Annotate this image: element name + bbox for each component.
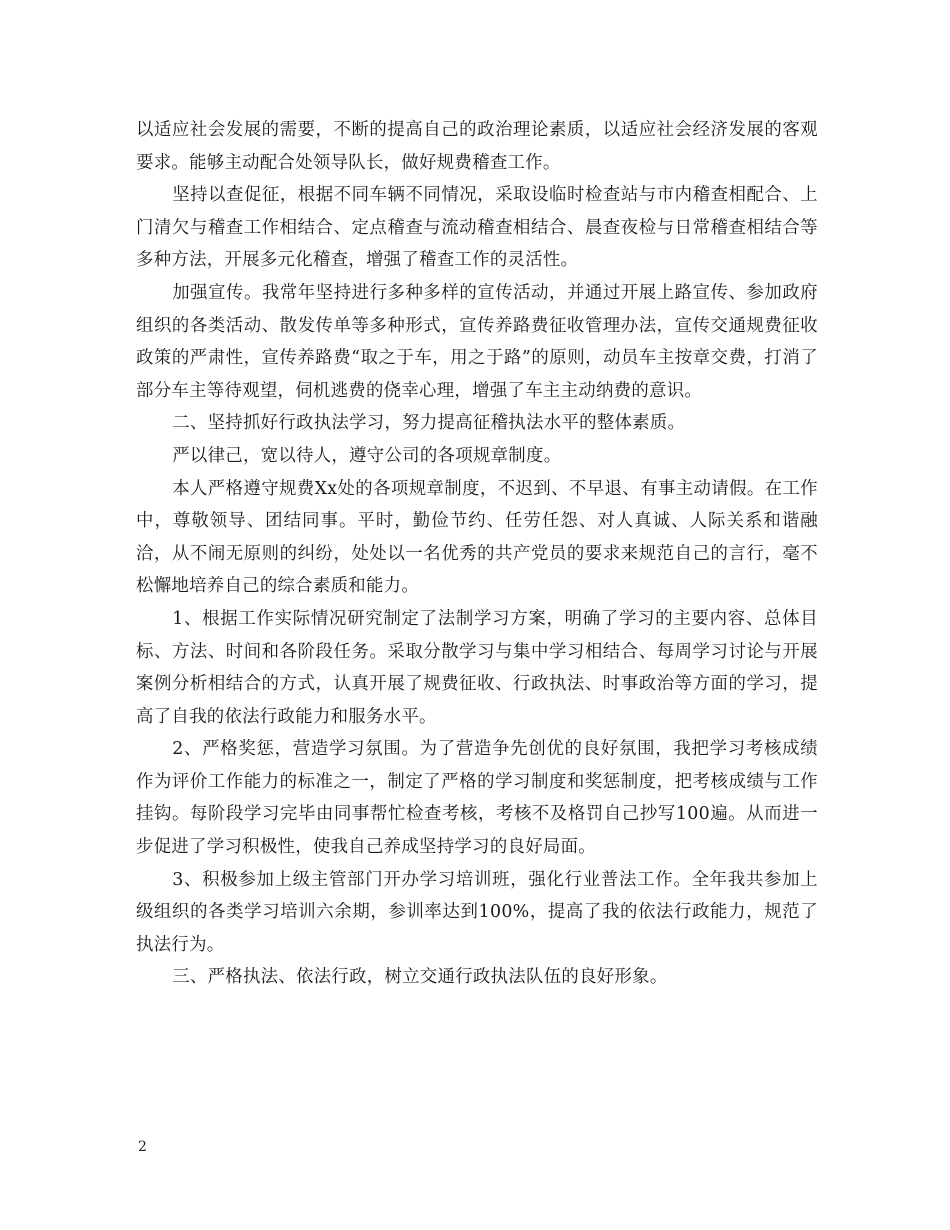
paragraph: 严以律己，宽以待人，遵守公司的各项规章制度。 <box>172 445 562 466</box>
paragraph: 坚持以查促征，根据不同车辆不同情况，采取设临时检查站与市内稽查相配合、上门清欠与稽查工作相结合、定点稽查与流动稽查相结合、晨查夜检与日常稽查相结合等多种方法，开展多元化稽查，增强了稽查工作的灵活性。 <box>136 185 818 271</box>
document-body <box>136 114 818 994</box>
paragraph: 本人严格遵守规费Xx处的各项规章制度，不迟到、不早退、有事主动请假。在工作中，尊敬领导、团结同事。平时，勤俭节约、任劳任怨、对人真诚、人际关系和谐融洽，从不闹无原则的纠纷，处处以一名优秀的共产党员的要求来规范自己的言行，毫不松懈地培养自己的综合素质和能力。 <box>136 478 818 597</box>
paragraph: 以适应社会发展的需要，不断的提高自己的政治理论素质，以适应社会经济发展的客观要求。能够主动配合处领导队长，做好规费稽查工作。 <box>136 120 818 173</box>
list-item: 1、根据工作实际情况研究制定了法制学习方案，明确了学习的主要内容、总体目标、方法、时间和各阶段任务。采取分散学习与集中学习相结合、每周学习讨论与开展案例分析相结合的方式，认真开展了规费征收、行政执法、时事政治等方面的学习，提高了自我的依法行政能力和服务水平。 <box>136 608 818 727</box>
section-heading: 二、坚持抓好行政执法学习，努力提高征稽执法水平的整体素质。 <box>172 413 686 434</box>
section-heading: 三、严格执法、依法行政，树立交通行政执法队伍的良好形象。 <box>172 967 668 988</box>
list-item: 2、严格奖惩，营造学习氛围。为了营造争先创优的良好氛围，我把学习考核成绩作为评价工作能力的标准之一，制定了严格的学习制度和奖惩制度，把考核成绩与工作挂钩。每阶段学习完毕由同事帮忙检查考核，考核不及格罚自己抄写100遍。从而进一步促进了学习积极性，使我自己养成坚持学习的良好局面。 <box>136 739 818 858</box>
list-item: 3、积极参加上级主管部门开办学习培训班，强化行业普法工作。全年我共参加上级组织的各类学习培训六余期，参训率达到100%，提高了我的依法行政能力，规范了执法行为。 <box>136 869 818 955</box>
paragraph: 加强宣传。我常年坚持进行多种多样的宣传活动，并通过开展上路宣传、参加政府组织的各类活动、散发传单等多种形式，宣传养路费征收管理办法，宣传交通规费征收政策的严肃性，宣传养路费“取之于车，用之于路”的原则，动员车主按章交费，打消了部分车主等待观望，伺机逃费的侥幸心理，增强了车主主动纳费的意识。 <box>136 282 818 401</box>
page-number: 2 <box>138 1139 147 1155</box>
